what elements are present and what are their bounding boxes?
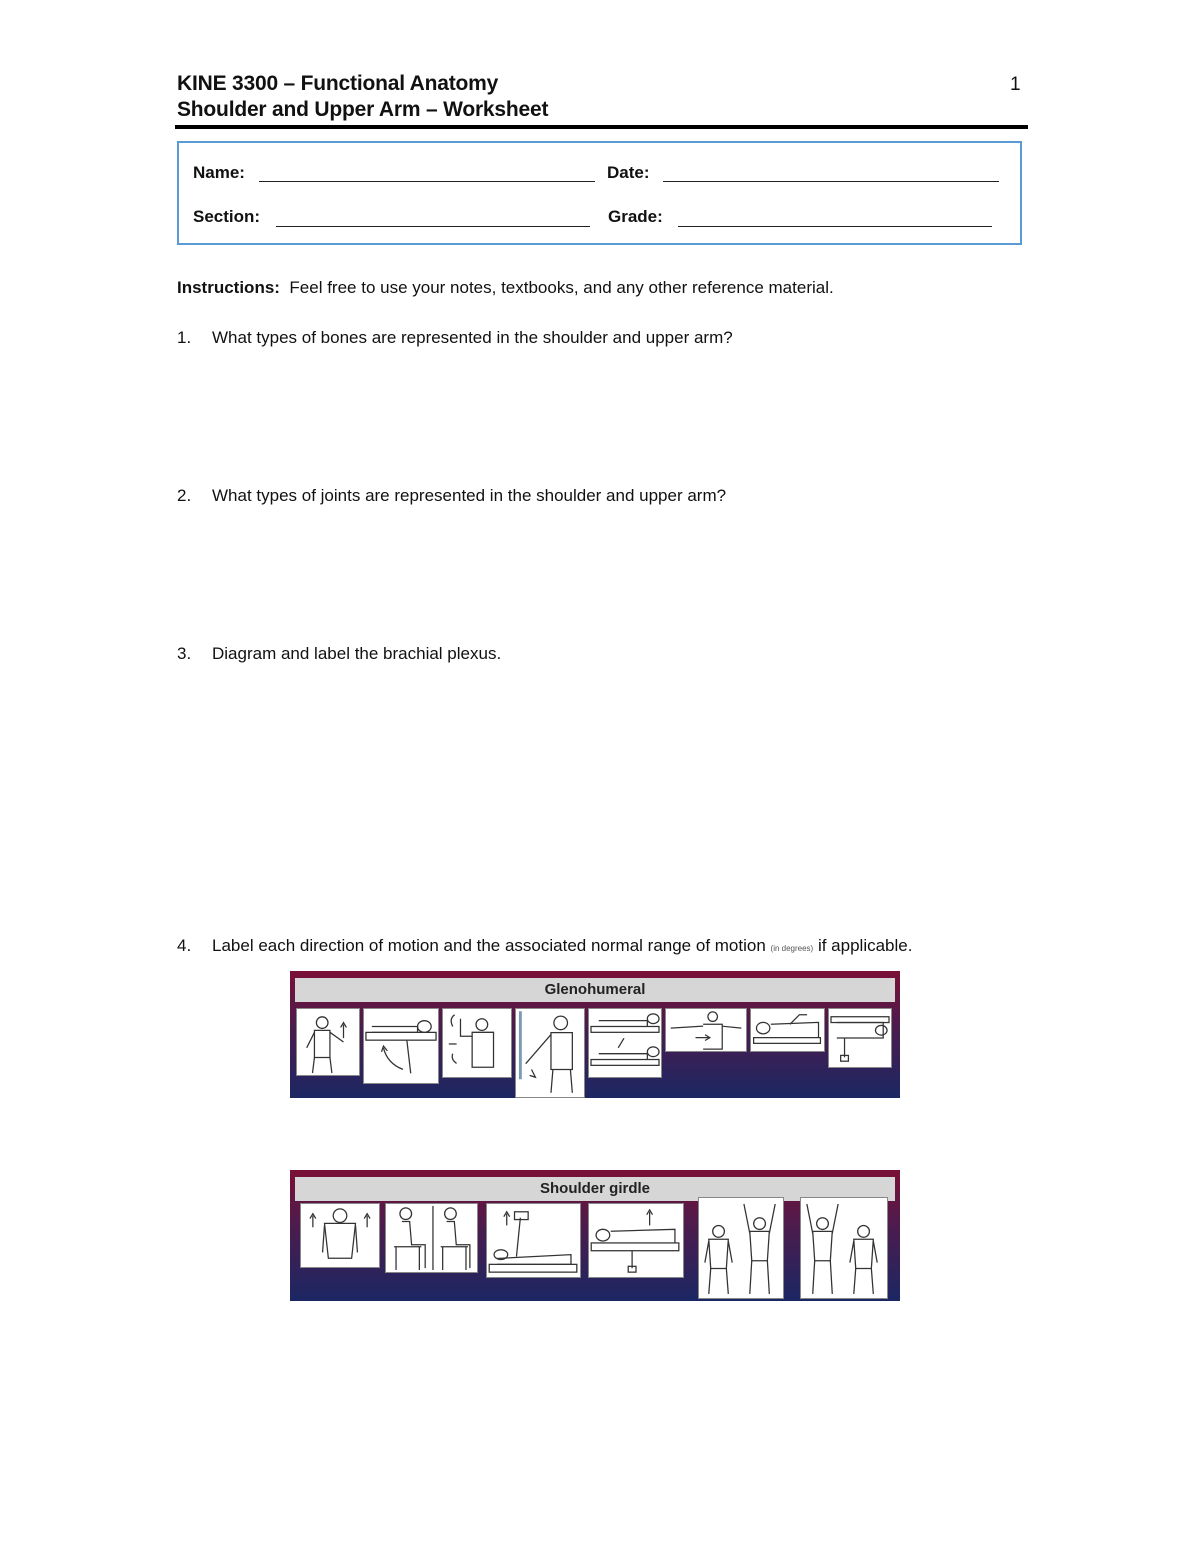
course-title: KINE 3300 – Functional Anatomy bbox=[177, 72, 499, 95]
girdle-protraction-illustration bbox=[486, 1203, 581, 1278]
question-small-note: (in degrees) bbox=[770, 944, 814, 953]
girdle-elevation-illustration bbox=[300, 1203, 380, 1268]
instructions-text: Feel free to use your notes, textbooks, and any other reference material. bbox=[289, 278, 834, 297]
question-number: 4. bbox=[177, 936, 192, 955]
date-label: Date: bbox=[607, 163, 650, 182]
instructions-label: Instructions: bbox=[177, 278, 280, 297]
glenohumeral-horizontal-abduction-illustration bbox=[665, 1008, 747, 1052]
question-3 bbox=[177, 644, 501, 664]
glenohumeral-rotation-illustration bbox=[442, 1008, 512, 1078]
girdle-retraction-illustration bbox=[588, 1203, 684, 1278]
section-field[interactable] bbox=[276, 226, 590, 227]
student-info-box bbox=[177, 141, 1022, 245]
shoulder-girdle-figure bbox=[290, 1170, 900, 1301]
name-label: Name: bbox=[193, 163, 245, 182]
question-number: 1. bbox=[177, 328, 192, 347]
question-4 bbox=[177, 936, 912, 956]
question-number: 2. bbox=[177, 486, 192, 505]
header-rule bbox=[175, 125, 1028, 129]
section-label: Section: bbox=[193, 207, 261, 226]
worksheet-title: Shoulder and Upper Arm – Worksheet bbox=[177, 98, 549, 121]
page-number: 1 bbox=[1010, 74, 1021, 95]
question-2 bbox=[177, 486, 726, 506]
glenohumeral-title: Glenohumeral bbox=[295, 978, 895, 1002]
girdle-downward-rotation-illustration bbox=[800, 1197, 888, 1299]
glenohumeral-abduction-illustration bbox=[515, 1008, 585, 1098]
question-text: What types of joints are represented in the shoulder and upper arm? bbox=[212, 486, 727, 505]
glenohumeral-prone-illustration bbox=[750, 1008, 825, 1052]
grade-label: Grade: bbox=[608, 207, 663, 226]
glenohumeral-flexion-illustration bbox=[296, 1008, 360, 1076]
glenohumeral-horizontal-illustration bbox=[588, 1008, 662, 1078]
shoulder-girdle-title: Shoulder girdle bbox=[295, 1177, 895, 1201]
glenohumeral-figure bbox=[290, 971, 900, 1098]
instructions bbox=[177, 278, 834, 298]
question-text: Diagram and label the brachial plexus. bbox=[212, 644, 502, 663]
glenohumeral-supine-illustration bbox=[828, 1008, 892, 1068]
question-number: 3. bbox=[177, 644, 192, 663]
question-text-end: if applicable. bbox=[817, 936, 913, 955]
question-text: Label each direction of motion and the associated normal range of motion bbox=[212, 936, 766, 955]
girdle-upward-rotation-illustration bbox=[698, 1197, 784, 1299]
grade-field[interactable] bbox=[678, 226, 992, 227]
question-text: What types of bones are represented in the shoulder and upper arm? bbox=[212, 328, 733, 347]
name-field[interactable] bbox=[259, 181, 595, 182]
question-1 bbox=[177, 328, 733, 348]
date-field[interactable] bbox=[663, 181, 999, 182]
glenohumeral-extension-illustration bbox=[363, 1008, 439, 1084]
girdle-seated-illustration bbox=[385, 1203, 478, 1273]
